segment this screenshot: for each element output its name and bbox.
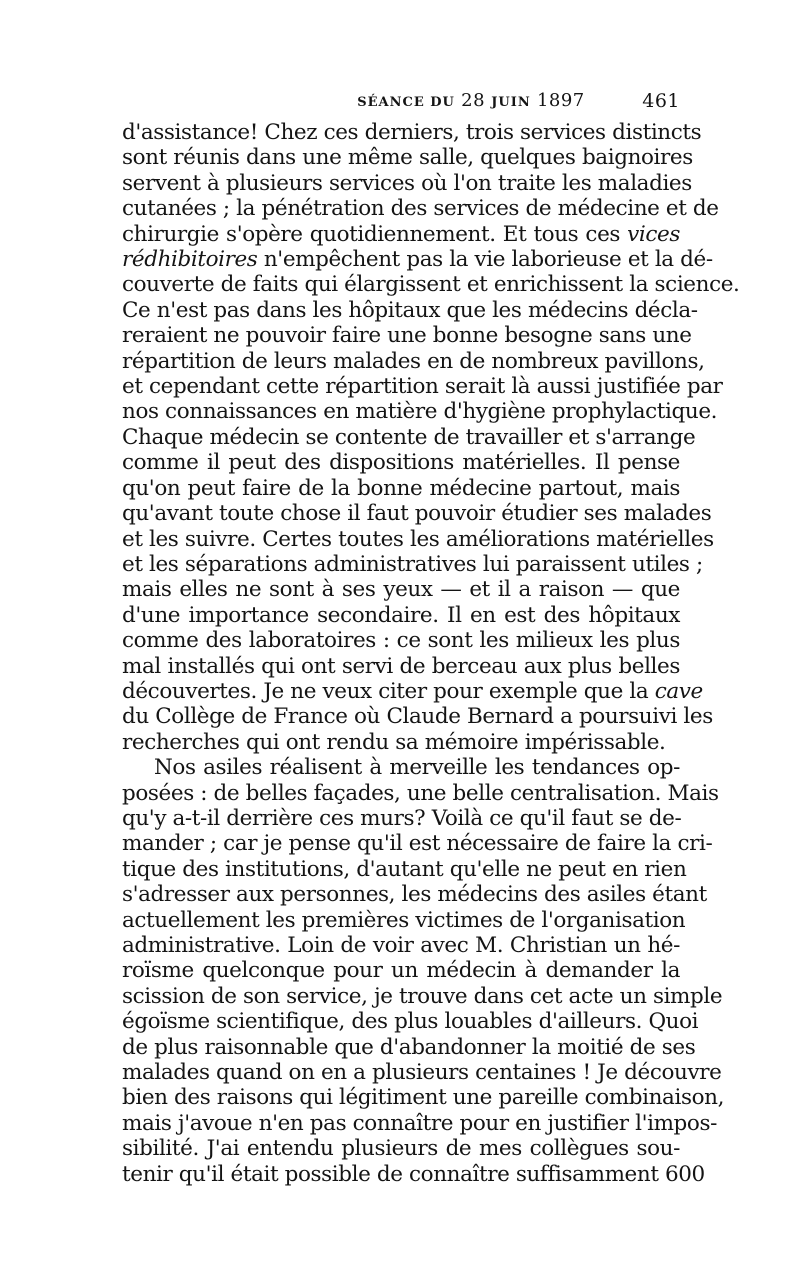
text-line: comme il peut des dispositions matérielles. Il pense <box>122 450 680 476</box>
text-line: qu'avant toute chose il faut pouvoir étudier ses malades <box>122 501 712 527</box>
text-line: égoïsme scientifique, des plus louables d'ailleurs. Quoi <box>122 1009 699 1035</box>
text-line: servent à plusieurs services où l'on traite les maladies <box>122 170 692 196</box>
text-line-with-italic: découvertes. Je ne veux citer pour exemple que la cave <box>122 678 703 704</box>
text-line: du Collège de France où Claude Bernard a poursuivi les <box>122 704 713 730</box>
page-number: 461 <box>642 90 680 112</box>
text-line: sibilité. J'ai entendu plusieurs de mes collègues sou- <box>122 1136 680 1162</box>
text-line: tenir qu'il était possible de connaître suffisamment 600 <box>122 1161 705 1187</box>
text-line: recherches qui ont rendu sa mémoire impérissable. <box>122 729 666 755</box>
text-line-with-italic: rédhibitoires n'empêchent pas la vie laborieuse et la dé- <box>122 247 713 273</box>
text-line: d'une importance secondaire. Il en est des hôpitaux <box>122 602 680 628</box>
text-line-with-italic: chirurgie s'opère quotidiennement. Et tous ces vices <box>122 221 680 247</box>
text-line: actuellement les premières victimes de l'organisation <box>122 907 686 933</box>
header-prefix: SÉANCE DU <box>357 95 455 110</box>
text-line: Chaque médecin se contente de travailler et s'arrange <box>122 424 696 450</box>
body-text <box>122 120 740 1187</box>
text-line: comme des laboratoires : ce sont les milieux les plus <box>122 628 680 654</box>
text-line: Nos asiles réalisent à merveille les tendances op- <box>154 755 680 781</box>
header-title <box>357 90 585 111</box>
header-year: 1897 <box>536 90 585 111</box>
text-line: mander ; car je pense qu'il est nécessaire de faire la cri- <box>122 831 713 857</box>
book-page <box>122 90 740 1187</box>
header-month: JUIN <box>491 95 531 110</box>
text-line: administrative. Loin de voir avec M. Christian un hé- <box>122 933 680 958</box>
header-day: 28 <box>461 90 486 111</box>
text-line: bien des raisons qui légitiment une pareille combinaison, <box>122 1085 725 1111</box>
text-line: mais j'avoue n'en pas connaître pour en justifier l'impos- <box>122 1110 717 1136</box>
text-line: qu'y a-t-il derrière ces murs? Voilà ce qu'il faut se de- <box>122 805 682 831</box>
text-line: couverte de faits qui élargissent et enrichissent la science. <box>122 272 740 298</box>
text-line: s'adresser aux personnes, les médecins des asiles étant <box>122 882 707 908</box>
text-line: Ce n'est pas dans les hôpitaux que les médecins décla- <box>122 297 698 323</box>
text-line: et cependant cette répartition serait là aussi justifiée par <box>122 374 723 400</box>
italic-word: cave <box>654 678 703 704</box>
text-line: posées : de belles façades, une belle centralisation. Mais <box>122 780 719 806</box>
italic-word: rédhibitoires <box>122 247 258 273</box>
text-line: scission de son service, je trouve dans cet acte un simple <box>122 983 723 1009</box>
text-line: qu'on peut faire de la bonne médecine partout, mais <box>122 475 680 501</box>
text-line: d'assistance! Chez ces derniers, trois services distincts <box>122 120 702 145</box>
text-line: cutanées ; la pénétration des services de médecine et de <box>122 196 719 222</box>
text-line: tique des institutions, d'autant qu'elle ne peut en rien <box>122 856 687 882</box>
text-line: reraient ne pouvoir faire une bonne besogne sans une <box>122 323 692 349</box>
running-header <box>122 90 680 120</box>
italic-word: vices <box>627 221 680 247</box>
text-line: nos connaissances en matière d'hygiène prophylactique. <box>122 399 718 425</box>
text-line: de plus raisonnable que d'abandonner la moitié de ses <box>122 1034 696 1060</box>
text-line: et les séparations administratives lui paraissent utiles ; <box>122 551 703 577</box>
text-line: roïsme quelconque pour un médecin à demander la <box>122 958 680 984</box>
text-line: répartition de leurs malades en de nombreux pavillons, <box>122 348 705 374</box>
text-line: mais elles ne sont à ses yeux — et il a raison — que <box>122 577 680 603</box>
text-line: sont réunis dans une même salle, quelques baignoires <box>122 145 693 171</box>
text-line: malades quand on en a plusieurs centaines ! Je découvre <box>122 1060 722 1086</box>
text-line: mal installés qui ont servi de berceau aux plus belles <box>122 653 680 679</box>
text-line: et les suivre. Certes toutes les améliorations matérielles <box>122 526 714 552</box>
